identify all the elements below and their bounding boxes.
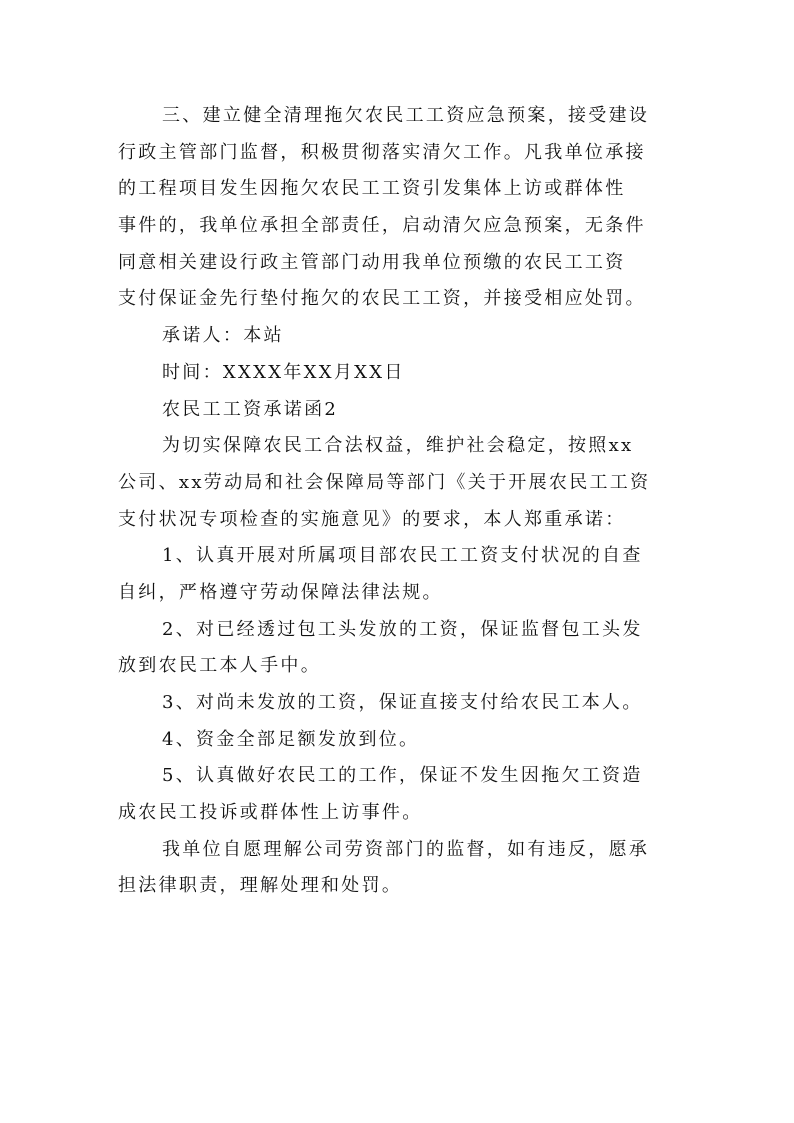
paragraph-item-5 bbox=[118, 758, 678, 831]
paragraph-item-2 bbox=[118, 612, 678, 685]
paragraph-promisor bbox=[118, 318, 678, 355]
letter-title: 农民工工资承诺函2 bbox=[162, 398, 339, 420]
text-line: 2、对已经透过包工头发放的工资，保证监督包工头发 bbox=[162, 618, 643, 640]
text-line: 4、资金全部足额发放到位。 bbox=[162, 728, 420, 750]
paragraph-letter-2-title bbox=[118, 392, 678, 429]
text-line: 成农民工投诉或群体性上访事件。 bbox=[118, 802, 423, 824]
text-line: 事件的，我单位承担全部责任，启动清欠应急预案，无条件 bbox=[118, 215, 646, 237]
text-line: 同意相关建设行政主管部门动用我单位预缴的农民工工资 bbox=[118, 251, 626, 273]
text-line: 3、对尚未发放的工资，保证直接支付给农民工本人。 bbox=[162, 692, 643, 713]
document-body bbox=[118, 98, 678, 905]
text-line: 支付状况专项检查的实施意见》的要求，本人郑重承诺： bbox=[118, 508, 626, 530]
paragraph-date bbox=[118, 355, 678, 392]
text-line: 自纠，严格遵守劳动保障法律法规。 bbox=[118, 581, 443, 603]
text-line: 行政主管部门监督，积极贯彻落实清欠工作。凡我单位承接 bbox=[118, 141, 646, 163]
text-line: 为切实保障农民工合法权益，维护社会稳定，按照xx bbox=[162, 435, 634, 457]
date-line: 时间：XXXX年XX月XX日 bbox=[162, 361, 405, 383]
paragraph-item-3 bbox=[118, 685, 678, 722]
promisor-line: 承诺人：本站 bbox=[162, 325, 284, 347]
text-line: 担法律职责，理解处理和处罚。 bbox=[118, 875, 403, 897]
text-line: 放到农民工本人手中。 bbox=[118, 655, 321, 677]
text-line: 的工程项目发生因拖欠农民工工资引发集体上访或群体性 bbox=[118, 178, 626, 200]
paragraph-closing bbox=[118, 832, 678, 905]
text-line: 5、认真做好农民工的工作，保证不发生因拖欠工资造 bbox=[162, 765, 643, 787]
text-line: 支付保证金先行垫付拖欠的农民工工资，并接受相应处罚。 bbox=[118, 288, 646, 310]
text-line: 三、建立健全清理拖欠农民工工资应急预案，接受建设 bbox=[162, 105, 650, 126]
text-line: 1、认真开展对所属项目部农民工工资支付状况的自查 bbox=[162, 545, 643, 567]
paragraph-intro bbox=[118, 428, 678, 538]
paragraph-item-1 bbox=[118, 538, 678, 611]
text-line: 我单位自愿理解公司劳资部门的监督，如有违反，愿承 bbox=[162, 838, 650, 860]
text-line: 公司、xx劳动局和社会保障局等部门《关于开展农民工工资 bbox=[118, 471, 651, 493]
paragraph-clause-3 bbox=[118, 98, 678, 318]
paragraph-item-4 bbox=[118, 722, 678, 759]
